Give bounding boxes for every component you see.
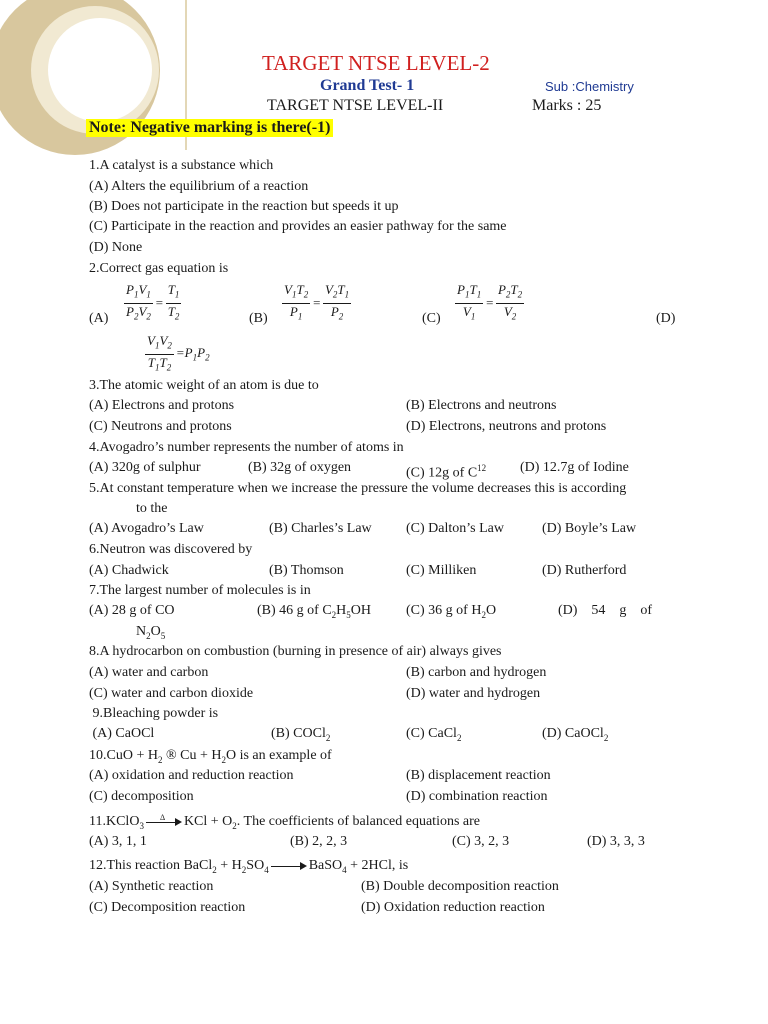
q11-option-a: (A) 3, 1, 1 (89, 834, 147, 849)
page-title: TARGET NTSE LEVEL-2 (262, 51, 490, 75)
negative-marking-note: Note: Negative marking is there(-1) (86, 119, 333, 137)
q9-option-a: (A) CaOCl (89, 726, 155, 741)
q4-option-c: (C) 12g of $C^{12}$ (406, 463, 487, 481)
q11-option-d: (D) 3, 3, 3 (587, 834, 645, 849)
q8-stem: 8.A hydrocarbon on combustion (burning in presence of air) always gives (89, 644, 502, 659)
q2-stem: 2.Correct gas equation is (89, 261, 229, 276)
q12-stem: 12.This reaction BaCl$_2$ + $H_2SO_4$ BaSO$_4$ + 2HCl, is (89, 858, 409, 875)
reaction-arrow-icon: Δ (146, 817, 182, 827)
q3-option-b: (B) Electrons and neutrons (406, 398, 557, 413)
q1-option-b: (B) Does not participate in the reaction but speeds it up (89, 199, 399, 214)
q2-option-a-label: (A) (89, 311, 109, 326)
q1-stem: 1.A catalyst is a substance which (89, 158, 274, 173)
q12-option-a: (A) Synthetic reaction (89, 879, 214, 894)
q5-option-c: (C) Dalton’s Law (406, 521, 504, 536)
q5-option-d: (D) Boyle’s Law (542, 521, 637, 536)
q4-stem: 4.Avogadro’s number represents the number of atoms in (89, 440, 404, 455)
q2-formula-c: $\frac{P_1T_1}{V_1}$ = $\frac{P_2T_2}{V_2}$ (457, 282, 523, 322)
q1-option-a: (A) Alters the equilibrium of a reaction (89, 179, 309, 194)
q9-stem: 9.Bleaching powder is (89, 706, 219, 721)
q3-stem: 3.The atomic weight of an atom is due to (89, 378, 319, 393)
q2-option-d-label: (D) (656, 311, 676, 326)
q10-option-c: (C) decomposition (89, 789, 194, 804)
q11-option-b: (B) 2, 2, 3 (290, 834, 348, 849)
q10-stem: $10.CuO + H_2$ ® $Cu + H_2O$ is an example of (89, 748, 332, 765)
inner-circle (48, 18, 152, 122)
q2-option-c-label: (C) (422, 311, 441, 326)
subject-label: Sub :Chemistry (545, 79, 634, 94)
q6-option-a: (A) Chadwick (89, 563, 169, 578)
q12-option-b: (B) Double decomposition reaction (361, 879, 559, 894)
q2-formula-d: $\frac{V_1V_2}{T_1T_2}$ $=P_1P_2$ (147, 333, 210, 373)
q8-option-c: (C) water and carbon dioxide (89, 686, 254, 701)
q6-option-d: (D) Rutherford (542, 563, 627, 578)
q5-option-b: (B) Charles’s Law (269, 521, 372, 536)
q12-option-d: (D) Oxidation reduction reaction (361, 900, 545, 915)
q4-option-d: (D) 12.7g of Iodine (520, 460, 629, 475)
q8-option-b: (B) carbon and hydrogen (406, 665, 547, 680)
q4-option-a: (A) 320g of sulphur (89, 460, 201, 475)
q9-option-c: (C) CaCl$_2$ (406, 726, 462, 743)
q8-option-d: (D) water and hydrogen (406, 686, 541, 701)
q6-option-c: (C) Milliken (406, 563, 477, 578)
q7-option-d-continued: $N_2O_5$ (136, 624, 166, 641)
q1-option-d: (D) None (89, 240, 143, 255)
q3-option-a: (A) Electrons and protons (89, 398, 235, 413)
q2-formula-b: $\frac{V_1T_2}{P_1}$ = $\frac{V_2T_1}{P_2}$ (284, 282, 350, 322)
q7-option-b: (B) 46 g of $C_2H_5OH$ (257, 603, 372, 620)
q4-option-b: (B) 32g of oxygen (248, 460, 352, 475)
q7-option-a: (A) 28 g of CO (89, 603, 175, 618)
q10-option-d: (D) combination reaction (406, 789, 548, 804)
q8-option-a: (A) water and carbon (89, 665, 209, 680)
q9-option-d: (D) CaOCl$_2$ (542, 726, 609, 743)
grand-test-label: Grand Test- 1 (320, 77, 415, 94)
reaction-arrow-icon (271, 861, 307, 871)
q7-option-d: (D) 54 g of (558, 603, 653, 618)
q6-stem: 6.Neutron was discovered by (89, 542, 253, 557)
q2-option-b-label: (B) (249, 311, 268, 326)
q5-stem-continued: to the (136, 501, 168, 516)
level-label: TARGET NTSE LEVEL-II (267, 97, 444, 114)
q10-option-b: (B) displacement reaction (406, 768, 551, 783)
q6-option-b: (B) Thomson (269, 563, 344, 578)
q12-option-c: (C) Decomposition reaction (89, 900, 246, 915)
marks-label: Marks : 25 (532, 97, 602, 114)
q3-option-c: (C) Neutrons and protons (89, 419, 232, 434)
q11-stem: 11.KClO$_3$ Δ KCl + $O_2$. The coefficients of balanced equations are (89, 812, 480, 831)
q9-option-b: (B) COCl$_2$ (271, 726, 331, 743)
q7-option-c: (C) 36 g of $H_2O$ (406, 603, 497, 620)
q3-option-d: (D) Electrons, neutrons and protons (406, 419, 607, 434)
q10-option-a: (A) oxidation and reduction reaction (89, 768, 294, 783)
q1-option-c: (C) Participate in the reaction and provides an easier pathway for the same (89, 219, 507, 234)
q5-option-a: (A) Avogadro’s Law (89, 521, 204, 536)
q7-stem: 7.The largest number of molecules is in (89, 583, 311, 598)
q5-stem: 5.At constant temperature when we increase the pressure the volume decreases this is according (89, 481, 627, 496)
q11-option-c: (C) 3, 2, 3 (452, 834, 510, 849)
q2-formula-a: $\frac{P_1V_1}{P_2V_2}$ = $\frac{T_1}{T_2}$ (126, 282, 180, 322)
